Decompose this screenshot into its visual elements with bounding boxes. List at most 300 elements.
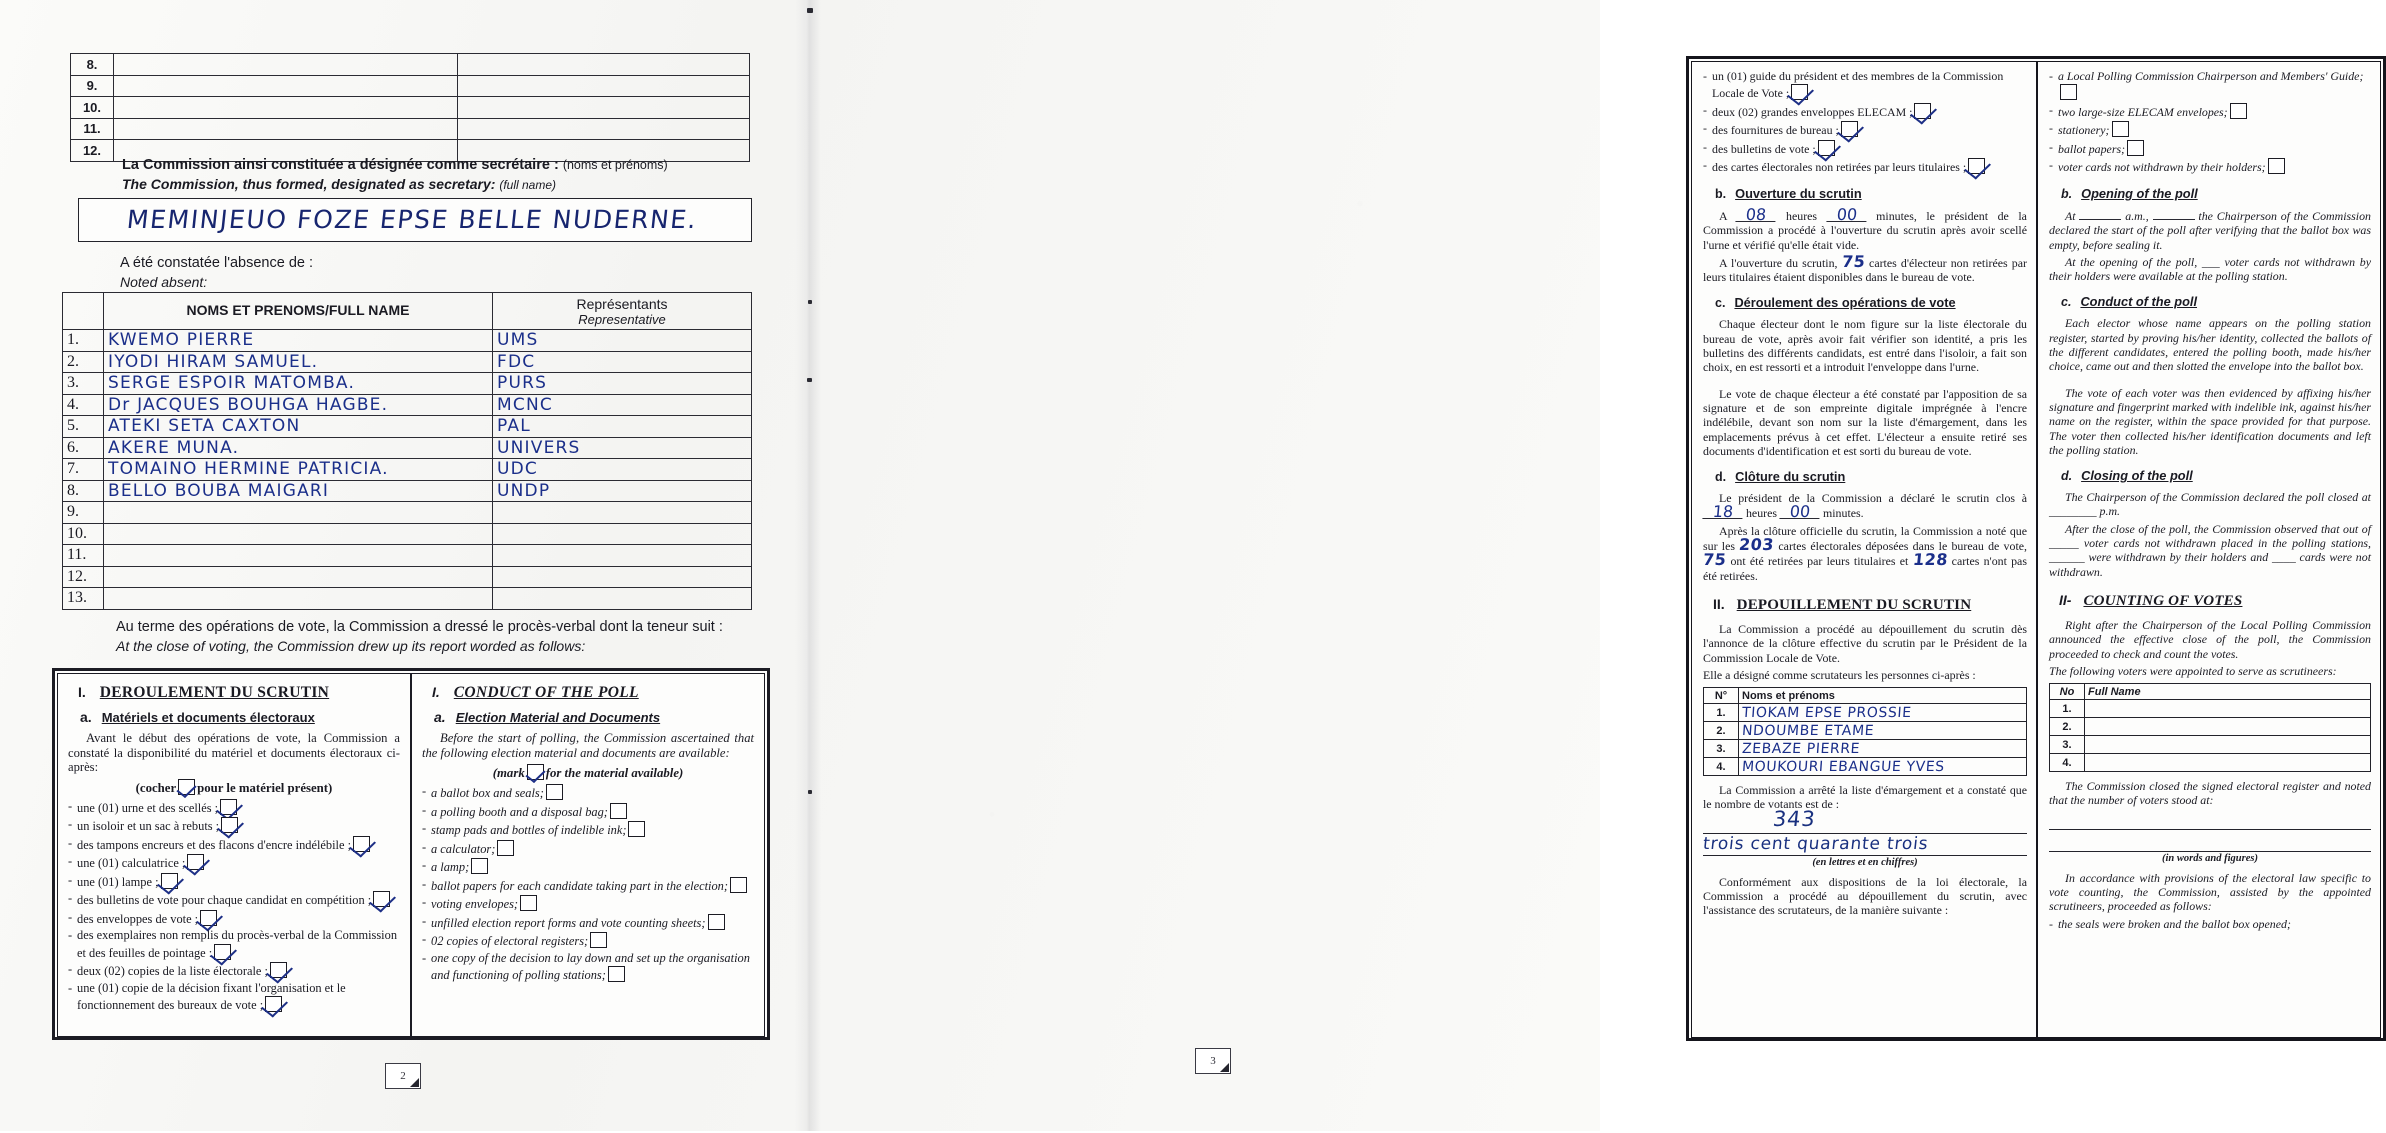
row-full-name[interactable]: KWEMO PIERRE: [104, 330, 493, 352]
row-full-name[interactable]: [104, 566, 493, 588]
row-number: 9.: [71, 75, 114, 97]
row-representative[interactable]: UDC: [493, 459, 752, 481]
checklist-item-label: a polling booth and a disposal bag;: [431, 804, 608, 819]
absent-label-en: Noted absent:: [120, 274, 208, 290]
checklist-item-label: un (01) guide du président et des membres de la Commission Locale de Vote ;: [1712, 69, 2004, 100]
checklist-item[interactable]: [1703, 158, 2027, 175]
checklist-item-label: unfilled election report forms and vote counting sheets;: [431, 915, 706, 930]
table-row[interactable]: [63, 588, 752, 610]
conduct-title-fr: Déroulement des opérations de vote: [1734, 295, 1956, 311]
opening-p2-en: At the opening of the poll, ___ voter cards not withdrawn by their holders were available at the polling station.: [2049, 254, 2371, 284]
row-full-name[interactable]: MOUKOURI EBANGUE YVES: [1739, 758, 2027, 776]
voters-lead-en: The Commission closed the signed electoral register and noted that the number of voters stood at:: [2049, 779, 2371, 808]
row-full-name[interactable]: [104, 523, 493, 545]
checkbox[interactable]: [373, 891, 390, 907]
checkbox[interactable]: [520, 895, 537, 911]
checkbox[interactable]: [1968, 158, 1985, 174]
row-full-name[interactable]: NDOUMBE ETAME: [1739, 722, 2027, 740]
absent-members-table: [62, 292, 752, 610]
section-roman-fr: I.: [78, 684, 86, 700]
row-representative[interactable]: [493, 545, 752, 567]
scrutineers-table-en: [2049, 683, 2371, 772]
conduct-title-en: Conduct of the poll: [2080, 294, 2198, 310]
checklist-item-label: une (01) calculatrice ;: [77, 856, 186, 871]
checkbox[interactable]: [221, 817, 238, 833]
row-number: 13.: [63, 588, 104, 610]
row-number: 3.: [2050, 736, 2085, 754]
checklist-item-label: voter cards not withdrawn by their holders;: [2058, 160, 2266, 174]
opening-chair-blank-en[interactable]: [2153, 208, 2195, 220]
row-representative[interactable]: UNIVERS: [493, 437, 752, 459]
row-number: 12.: [63, 566, 104, 588]
counting-p2-fr: Elle a désigné comme scrutateurs les personnes ci-après :: [1703, 667, 1976, 682]
closing-p2-en: After the close of the poll, the Commission observed that out of _____ voter cards not withdrawn placed in the polling stations, ______ were withdrawn by their holders and ____ cards were not withdrawn.: [2049, 521, 2371, 579]
checklist-item[interactable]: [1703, 140, 2027, 157]
row-number: 3.: [1704, 740, 1739, 758]
checklist-item[interactable]: [68, 873, 400, 891]
counting-p2-en: The following voters were appointed to serve as scrutineers:: [2049, 663, 2337, 678]
secretary-label-fr: La Commission ainsi constituée a désignée comme secrétaire :: [122, 157, 559, 173]
closing-total-cards-fr[interactable]: 203: [1738, 535, 1776, 555]
table-row[interactable]: [71, 75, 750, 97]
row-rep-cell[interactable]: [458, 54, 750, 76]
table-row[interactable]: [63, 373, 752, 395]
checkbox[interactable]: [2112, 121, 2129, 137]
table-row[interactable]: [63, 351, 752, 373]
conduct-of-poll-english-column: [412, 674, 764, 1036]
row-full-name[interactable]: TOMAINO HERMINE PATRICIA.: [104, 459, 493, 481]
secretary-label-en-note: (full name): [499, 178, 557, 192]
closing-p1b-fr: heures: [1745, 506, 1778, 521]
scrutateurs-table-fr: [1703, 687, 2027, 776]
voters-words-line-fr[interactable]: [1701, 833, 2027, 856]
row-name-cell[interactable]: [114, 54, 458, 76]
row-representative[interactable]: UMS: [493, 330, 752, 352]
checkbox[interactable]: [161, 873, 178, 889]
row-representative[interactable]: UNDP: [493, 480, 752, 502]
table-row[interactable]: [63, 523, 752, 545]
checklist-item-label: une (01) lampe ;: [77, 874, 159, 889]
material-checklist-continued-fr: [1703, 69, 2027, 175]
table-row[interactable]: [1704, 704, 2027, 722]
row-full-name[interactable]: BELLO BOUBA MAIGARI: [104, 480, 493, 502]
counting-title-en: COUNTING OF VOTES: [2083, 592, 2243, 609]
checklist-item-label: a calculator;: [431, 841, 496, 856]
checkbox[interactable]: [2268, 158, 2285, 174]
checklist-item[interactable]: [422, 951, 754, 984]
secretary-name-value: MEMINJEUO FOZE EPSE BELLE NUDERNE.: [125, 205, 699, 234]
checklist-item-label: 02 copies of electoral registers;: [431, 934, 589, 949]
page-spine-shadow: [795, 0, 821, 1131]
table-row[interactable]: [63, 330, 752, 352]
opening-p1c-en: the Chairperson of the Commission declared the start of the poll after verifying that the ballot box was empty, before sealing it.: [2049, 209, 2371, 252]
checkbox[interactable]: [1841, 121, 1858, 137]
absent-label-fr: A été constatée l'absence de :: [120, 255, 314, 271]
checklist-item-label: un isoloir et un sac à rebuts ;: [77, 819, 220, 834]
row-number: 7.: [63, 459, 104, 481]
row-rep-cell[interactable]: [458, 118, 750, 140]
right-french-column: [1692, 62, 2038, 1037]
checkbox[interactable]: [608, 966, 625, 982]
tick-example-box-fr: [178, 779, 195, 795]
checklist-item-label: a ballot box and seals;: [431, 786, 544, 801]
checkbox[interactable]: [1791, 84, 1808, 100]
checklist-item-label: des bulletins de vote ;: [1712, 141, 1816, 156]
row-number: 2.: [1704, 722, 1739, 740]
table-row[interactable]: [63, 480, 752, 502]
checklist-item-label: des cartes électorales non retirées par leurs titulaires ;: [1712, 160, 1967, 174]
checkbox[interactable]: [590, 932, 607, 948]
checklist-item-label: stamp pads and bottles of indelible ink;: [431, 823, 627, 838]
checkbox[interactable]: [1818, 140, 1835, 156]
opening-title-en: Opening of the poll: [2081, 186, 2198, 201]
voters-note-fr: (en lettres et en chiffres): [1812, 856, 1918, 868]
conduct-p1-en: Each elector whose name appears on the polling station register, started by proving his/her identity, collected the ballots of the different candidates, entered the polling booth, made his/her choice, came out and then slotted the envelope into the ballot box.: [2049, 316, 2371, 374]
row-full-name[interactable]: [2085, 736, 2371, 754]
secretary-label-en: The Commission, thus formed, designated as secretary:: [122, 176, 496, 192]
table-row[interactable]: [1704, 758, 2027, 776]
row-number: 2.: [2050, 718, 2085, 736]
continued-members-table: [70, 53, 750, 162]
checklist-item-label: des bulletins de vote pour chaque candidat en compétition ;: [77, 893, 372, 908]
row-number: 5.: [63, 416, 104, 438]
page-number-left: 2: [385, 1063, 421, 1089]
voters-note-en: (in words and figures): [2162, 852, 2258, 864]
table-row[interactable]: [1704, 740, 2027, 758]
conduct-p2-en: The vote of each voter was then evidenced by affixing his/her signature and fingerprint marked with indelible ink, against his/her name on the register, within the space provided for that purpose. The voter then collected his/her identification documents and left the polling station.: [2049, 385, 2371, 457]
counting-steps-en: [2049, 917, 2371, 932]
scrut-header-name-en: Full Name: [2085, 684, 2371, 700]
counting-key-fr: II.: [1713, 595, 1725, 612]
row-representative[interactable]: PAL: [493, 416, 752, 438]
voters-words-fr: trois cent quarante trois: [1701, 833, 1930, 854]
checklist-item[interactable]: [68, 836, 400, 854]
checkbox[interactable]: [214, 944, 231, 960]
checklist-item-label: des enveloppes de vote ;: [77, 911, 199, 926]
closing-p2a-fr: Après la clôture officielle du scrutin, la Commission a noté que sur les: [1703, 523, 2027, 554]
checkbox[interactable]: [497, 840, 514, 856]
voters-figures-fr: 343: [1771, 806, 1817, 831]
row-representative[interactable]: FDC: [493, 351, 752, 373]
checkbox[interactable]: [265, 996, 282, 1012]
closing-statement: [116, 618, 723, 656]
checklist-item[interactable]: [2049, 103, 2371, 120]
voters-lead-fr: La Commission a arrêté la liste d'émargement et a constaté que le nombre de votants est de :: [1703, 783, 2027, 812]
scrut-header-no-fr: N°: [1704, 688, 1739, 704]
checklist-item[interactable]: [2049, 69, 2371, 101]
table-row[interactable]: [71, 97, 750, 119]
header-representative-fr: Représentants: [576, 295, 668, 312]
opening-hours-fr[interactable]: 08: [1736, 208, 1777, 222]
mark-instruction-pre-fr: (cocher: [135, 780, 177, 795]
closing-withdrawn-fr[interactable]: 75: [1702, 550, 1728, 570]
table-row[interactable]: [63, 437, 752, 459]
closing-p2c-fr: ont été retirées par leurs titulaires et: [1730, 554, 1909, 569]
table-row[interactable]: [63, 416, 752, 438]
final-paragraph-fr: Conformément aux dispositions de la loi électorale, la Commission a procédé au dépouillement du scrutin, avec l'assistance des scrutateurs, de la manière suivante :: [1703, 874, 2027, 918]
row-representative[interactable]: [493, 502, 752, 524]
checklist-item[interactable]: [422, 877, 754, 895]
table-row[interactable]: [2050, 754, 2371, 772]
conduct-of-poll-box: [52, 668, 770, 1040]
table-row[interactable]: [2050, 718, 2371, 736]
opening-key-en: b.: [2061, 187, 2073, 201]
right-english-column: [2038, 62, 2380, 1037]
material-paragraph-fr: Avant le début des opérations de vote, la Commission a constaté la disponibilité du matériel et documents électoraux ci-après:: [68, 731, 400, 775]
final-paragraph-en: In accordance with provisions of the electoral law specific to vote counting, the Commission, assisted by the appointed scrutineers, proceeded as follows:: [2049, 870, 2371, 914]
conduct-of-poll-french-column: [58, 674, 412, 1036]
mark-instruction-post-en: for the material available): [545, 766, 684, 781]
opening-p2a-fr: A l'ouverture du scrutin,: [1719, 255, 1838, 270]
checklist-item-label: des tampons encreurs et des flacons d'encre indélébile ;: [77, 837, 352, 852]
row-number: 11.: [71, 118, 114, 140]
table-row[interactable]: [71, 118, 750, 140]
row-full-name[interactable]: AKERE MUNA.: [104, 437, 493, 459]
row-full-name[interactable]: [2085, 754, 2371, 772]
row-representative[interactable]: [493, 588, 752, 610]
checklist-item[interactable]: [422, 914, 754, 932]
checklist-item-label: a Local Polling Commission Chairperson and Members' Guide;: [2058, 69, 2364, 83]
checklist-item[interactable]: [2049, 158, 2371, 175]
header-representative-en: Representative: [578, 311, 666, 327]
mark-instruction-post-fr: pour le matériel présent): [197, 780, 333, 795]
opening-cards-fr[interactable]: 75: [1840, 251, 1866, 271]
checklist-item-label: two large-size ELECAM envelopes;: [2058, 104, 2228, 119]
opening-p1b-en: a.m.,: [2125, 209, 2149, 223]
checklist-item[interactable]: [2049, 140, 2371, 157]
row-full-name[interactable]: TIOKAM EPSE PROSSIE: [1739, 704, 2027, 722]
row-number: 11.: [63, 545, 104, 567]
section-title-fr: DEROULEMENT DU SCRUTIN: [99, 684, 330, 701]
closing-key-fr: d.: [1715, 470, 1727, 485]
mark-instruction-pre-en: (mark: [492, 766, 525, 781]
checkbox[interactable]: [2060, 84, 2077, 100]
table-row[interactable]: [2050, 736, 2371, 754]
secretary-name-field[interactable]: [78, 198, 752, 242]
row-number: 6.: [63, 437, 104, 459]
subsection-key-fr: a.: [80, 709, 92, 725]
right-page-content-box: [1686, 56, 2386, 1041]
table-row[interactable]: [1704, 722, 2027, 740]
section-title-en: CONDUCT OF THE POLL: [453, 684, 639, 701]
table-row[interactable]: [63, 459, 752, 481]
checkbox[interactable]: [353, 836, 370, 852]
conduct-p1-fr: Chaque électeur dont le nom figure sur la liste électorale du bureau de vote, après avoir fait vérifier son identité, a pris les bulletins des différents candidats, est entré dans l'isoloir, a fait son choix, en est ressorti et a introduit l'enveloppe dans l'urne.: [1703, 317, 2027, 375]
voters-figures-line-fr[interactable]: [1703, 806, 2027, 834]
checklist-item[interactable]: [68, 910, 400, 928]
conduct-p2-fr: Le vote de chaque électeur a été constaté par l'apposition de sa signature et de son empreinte digitale imprégnée à l'encre indélébile, devant son nom sur la liste d'émargement, dans les emplacements prévus à cet effet. L'électeur a ensuite retiré ses documents d'identification et est sorti du bureau de vote.: [1703, 386, 2027, 458]
closing-p1a-fr: Le président de la Commission a déclaré le scrutin clos à: [1719, 491, 2027, 506]
row-number: 1.: [1704, 704, 1739, 722]
checkbox[interactable]: [270, 962, 287, 978]
row-number: 4.: [63, 394, 104, 416]
row-name-cell[interactable]: [114, 97, 458, 119]
checklist-item[interactable]: [1703, 103, 2027, 120]
header-full-name: NOMS ET PRENOMS/FULL NAME: [186, 302, 410, 318]
row-number: 9.: [63, 502, 104, 524]
checkbox[interactable]: [2127, 140, 2144, 156]
opening-key-fr: b.: [1715, 187, 1727, 201]
subsection-title-en: Election Material and Documents: [455, 710, 661, 725]
closing-statement-en: At the close of voting, the Commission drew up its report worded as follows:: [116, 638, 586, 654]
checklist-item[interactable]: [422, 840, 754, 858]
checklist-item[interactable]: [1703, 121, 2027, 138]
row-number: 1.: [63, 330, 104, 352]
row-full-name[interactable]: [2085, 700, 2371, 718]
subsection-title-fr: Matériels et documents électoraux: [101, 710, 315, 725]
row-representative[interactable]: [493, 523, 752, 545]
checklist-item[interactable]: [68, 981, 400, 1014]
table-row[interactable]: [2050, 700, 2371, 718]
counting-p1-en: Right after the Chairperson of the Local Polling Commission announced the effective close of the poll, the Commission proceeded to check and count the votes.: [2049, 617, 2371, 661]
row-rep-cell[interactable]: [458, 97, 750, 119]
row-full-name[interactable]: Dr JACQUES BOUHGA HAGBE.: [104, 394, 493, 416]
checklist-item[interactable]: [68, 817, 400, 835]
checklist-item[interactable]: [422, 803, 754, 821]
row-rep-cell[interactable]: [458, 75, 750, 97]
row-number: 10.: [63, 523, 104, 545]
noted-absent-label: [120, 254, 313, 292]
voters-line2-en[interactable]: [2049, 833, 2371, 852]
table-header-row: [63, 293, 752, 330]
counting-p1-fr: La Commission a procédé au dépouillement du scrutin dès l'annonce de la clôture effective du scrutin par le Président de la Commission Locale de Vote.: [1703, 621, 2027, 665]
closing-hours-fr[interactable]: 18: [1702, 505, 1743, 519]
checklist-item[interactable]: [422, 784, 754, 802]
checkbox[interactable]: [471, 858, 488, 874]
counting-step-item: - the seals were broken and the ballot box opened;: [2049, 917, 2371, 932]
material-checklist-en: [422, 784, 754, 984]
row-full-name[interactable]: [104, 588, 493, 610]
right-page: [820, 0, 2371, 1131]
opening-p1a-en: At: [2065, 209, 2076, 223]
opening-p1b-fr: heures: [1786, 209, 1818, 223]
closing-title-en: Closing of the poll: [2081, 468, 2193, 484]
material-paragraph-en: Before the start of polling, the Commission ascertained that the following election material and documents are available:: [422, 731, 754, 760]
row-number: 10.: [71, 97, 114, 119]
checkbox[interactable]: [1914, 103, 1931, 119]
material-checklist-fr: [68, 799, 400, 1014]
opening-minutes-fr[interactable]: 00: [1826, 208, 1867, 222]
row-number: 4.: [1704, 758, 1739, 776]
secretary-designation-label: [122, 156, 762, 195]
material-checklist-continued-en: [2049, 69, 2371, 175]
row-number: 8.: [71, 54, 114, 76]
checklist-item[interactable]: [2049, 121, 2371, 138]
row-full-name[interactable]: [104, 502, 493, 524]
checklist-item[interactable]: [68, 891, 400, 909]
checklist-item-label: une (01) copie de la décision fixant l'organisation et le fonctionnement des bureaux de vote ;: [77, 980, 346, 1013]
closing-p1c-fr: minutes.: [1823, 506, 1864, 521]
closing-p1-en: The Chairperson of the Commission declared the poll closed at ________ p.m.: [2049, 490, 2371, 519]
counting-title-fr: DEPOUILLEMENT DU SCRUTIN: [1736, 596, 1972, 613]
row-number: 8.: [63, 480, 104, 502]
checklist-item-label: voting envelopes;: [431, 897, 519, 912]
voters-line1-en[interactable]: [2049, 811, 2371, 830]
closing-title-fr: Clôture du scrutin: [1735, 469, 1846, 485]
row-full-name[interactable]: [2085, 718, 2371, 736]
checklist-item-label: des exemplaires non remplis du procès-verbal de la Commission et des feuilles de pointage :: [77, 928, 398, 960]
table-row[interactable]: [71, 54, 750, 76]
closing-statement-fr: Au terme des opérations de vote, la Commission a dressé le procès-verbal dont la teneur suit :: [116, 619, 723, 635]
checklist-item-label: one copy of the decision to lay down and set up the organisation and functioning of polling stations;: [431, 950, 750, 983]
table-row[interactable]: [63, 394, 752, 416]
opening-p1c-fr: minutes, le président de la Commission a procédé à l'ouverture du scrutin après avoir scellé l'urne et vérifié qu'elle était vide.: [1703, 209, 2027, 252]
closing-p2d-fr: cartes n'ont pas été retirées.: [1703, 554, 2027, 583]
checkbox[interactable]: [730, 877, 747, 893]
checkbox[interactable]: [220, 799, 237, 815]
checklist-item-label: stationery;: [2058, 123, 2110, 137]
checklist-item[interactable]: [422, 821, 754, 839]
checkbox[interactable]: [187, 854, 204, 870]
closing-minutes-fr[interactable]: 00: [1779, 505, 1820, 519]
row-name-cell[interactable]: [114, 75, 458, 97]
checklist-item-label: deux (02) grandes enveloppes ELECAM ;: [1712, 104, 1913, 119]
checkbox[interactable]: [200, 910, 217, 926]
checklist-item-label: des fournitures de bureau ;: [1712, 123, 1839, 137]
checklist-item[interactable]: [422, 895, 754, 913]
checklist-item[interactable]: [422, 858, 754, 876]
checklist-item[interactable]: [68, 799, 400, 817]
checkbox[interactable]: [2230, 103, 2247, 119]
conduct-key-en: c.: [2061, 295, 2072, 310]
checkbox[interactable]: [610, 803, 627, 819]
row-representative[interactable]: [493, 566, 752, 588]
checkbox[interactable]: [708, 914, 725, 930]
subsection-key-en: a.: [434, 709, 446, 725]
table-row[interactable]: [63, 502, 752, 524]
checklist-item[interactable]: [68, 854, 400, 872]
checkbox[interactable]: [546, 784, 563, 800]
row-representative[interactable]: MCNC: [493, 394, 752, 416]
checkbox[interactable]: [628, 821, 645, 837]
checklist-item-label: une (01) urne et des scellés ;: [77, 800, 219, 815]
checklist-item-label: ballot papers for each candidate taking part in the election;: [431, 878, 728, 893]
row-full-name[interactable]: ATEKI SETA CAXTON: [104, 416, 493, 438]
row-representative[interactable]: PURS: [493, 373, 752, 395]
table-row[interactable]: [63, 545, 752, 567]
row-number: 4.: [2050, 754, 2085, 772]
checklist-item-label: ballot papers;: [2058, 141, 2126, 156]
row-full-name[interactable]: IYODI HIRAM SAMUEL.: [104, 351, 493, 373]
opening-title-fr: Ouverture du scrutin: [1735, 186, 1862, 201]
row-number: 1.: [2050, 700, 2085, 718]
row-full-name[interactable]: SERGE ESPOIR MATOMBA.: [104, 373, 493, 395]
checklist-item[interactable]: [1703, 69, 2027, 101]
closing-not-withdrawn-fr[interactable]: 128: [1911, 550, 1949, 570]
tick-example-box-en: [527, 764, 544, 780]
checklist-item-label: a lamp;: [431, 860, 470, 875]
scrut-header-no-en: No: [2050, 684, 2085, 700]
closing-p2b-fr: cartes électorales déposées dans le bureau de vote,: [1778, 539, 2027, 554]
page-number-right: 3: [1195, 1048, 1231, 1074]
counting-key-en: II-: [2059, 591, 2072, 608]
row-full-name[interactable]: [104, 545, 493, 567]
closing-key-en: d.: [2061, 469, 2073, 484]
checklist-item[interactable]: [422, 932, 754, 950]
row-number: 3.: [63, 373, 104, 395]
row-full-name[interactable]: ZEBAZE PIERRE: [1739, 740, 2027, 758]
checklist-item[interactable]: [68, 928, 400, 961]
table-row[interactable]: [63, 566, 752, 588]
checklist-item-label: deux (02) copies de la liste électorale ;: [77, 964, 268, 979]
secretary-label-fr-note: (noms et prénoms): [562, 158, 668, 172]
row-name-cell[interactable]: [114, 118, 458, 140]
checklist-item[interactable]: [68, 962, 400, 980]
opening-hours-blank-en[interactable]: [2079, 208, 2121, 220]
scrut-header-name-fr: Noms et prénoms: [1739, 688, 2027, 704]
row-number: 12.: [71, 140, 114, 162]
opening-p2b-fr: cartes d'électeur non retirées par leurs titulaires étaient disponibles dans le bureau de vote.: [1703, 255, 2027, 285]
